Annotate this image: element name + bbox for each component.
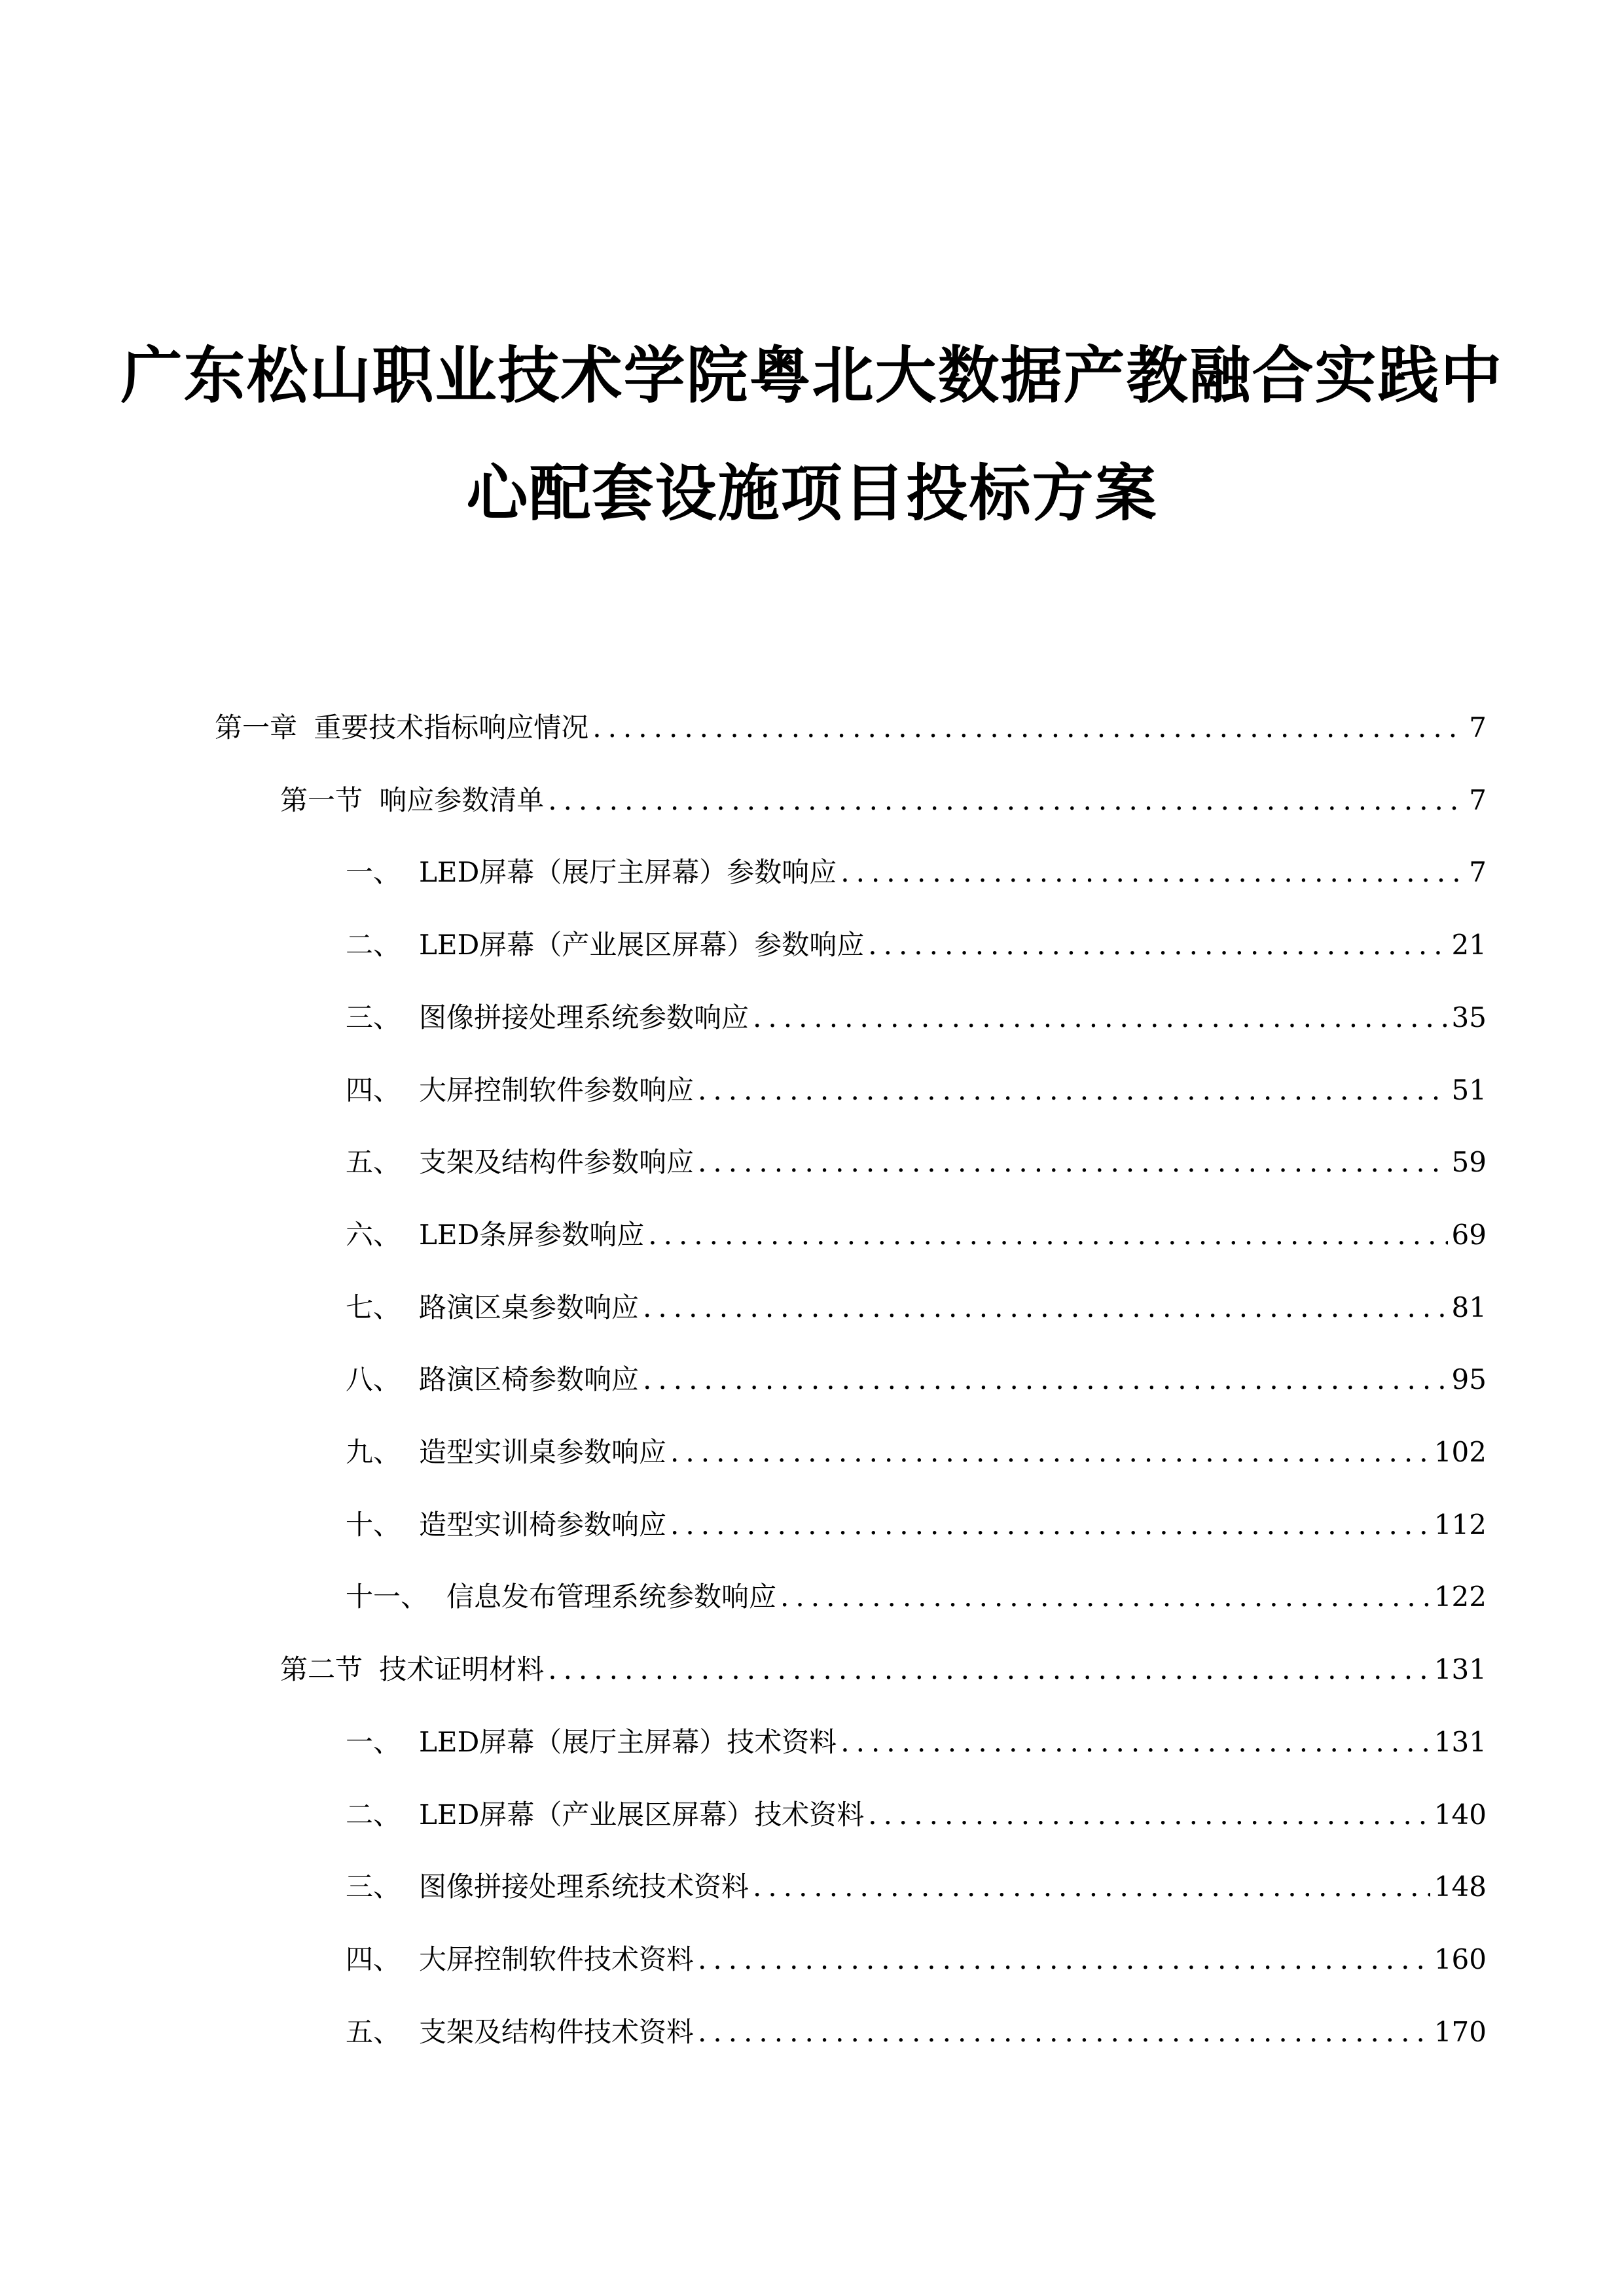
toc-entry-title: LED屏幕（展厅主屏幕）技术资料	[419, 1725, 837, 1758]
toc-entry-title: 技术证明材料	[379, 1653, 545, 1686]
document-title-line-2: 心配套设施项目投标方案	[466, 458, 1158, 529]
toc-entry-page: 7	[1469, 711, 1487, 744]
toc-dot-leader	[643, 1359, 1448, 1401]
toc-entry[interactable]	[346, 1866, 1487, 1908]
toc-entry[interactable]	[346, 1939, 1487, 1981]
toc-dot-leader	[670, 1504, 1430, 1546]
toc-entry-page: 148	[1434, 1871, 1487, 1903]
toc-entry-number: 第一节	[280, 783, 363, 816]
toc-entry[interactable]	[346, 924, 1487, 966]
toc-entry-number: 二、	[346, 929, 401, 961]
toc-entry-page: 51	[1451, 1073, 1487, 1106]
toc-entry[interactable]	[346, 1576, 1487, 1618]
toc-entry[interactable]	[215, 707, 1487, 749]
toc-dot-leader	[753, 1866, 1430, 1908]
toc-dot-leader	[868, 924, 1447, 966]
toc-entry[interactable]	[346, 1141, 1487, 1183]
toc-dot-leader	[698, 1939, 1430, 1981]
toc-entry[interactable]	[346, 1721, 1487, 1763]
toc-entry[interactable]	[346, 1504, 1487, 1546]
toc-entry-title: LED屏幕（产业展区屏幕）参数响应	[419, 929, 865, 961]
toc-dot-leader	[780, 1576, 1430, 1618]
toc-entry-title: LED条屏参数响应	[419, 1218, 645, 1251]
toc-entry-number: 一、	[346, 856, 401, 889]
toc-entry-title: 重要技术指标响应情况	[314, 711, 589, 744]
toc-dot-leader	[670, 1431, 1430, 1473]
toc-entry-title: 大屏控制软件参数响应	[419, 1073, 695, 1106]
toc-entry-number: 四、	[346, 1073, 401, 1106]
toc-entry-number: 第一章	[215, 711, 298, 744]
toc-entry-page: 21	[1451, 929, 1487, 961]
toc-dot-leader	[548, 1649, 1430, 1691]
toc-entry-title: 图像拼接处理系统参数响应	[419, 1001, 749, 1033]
toc-entry-page: 131	[1434, 1653, 1487, 1686]
toc-entry-number: 四、	[346, 1943, 401, 1975]
toc-entry-number: 十一、	[346, 1581, 429, 1613]
toc-entry[interactable]	[346, 997, 1487, 1039]
toc-entry-page: 7	[1469, 783, 1487, 816]
toc-entry-page: 81	[1451, 1291, 1487, 1323]
toc-entry-title: 路演区桌参数响应	[419, 1291, 640, 1323]
toc-entry-page: 69	[1451, 1218, 1487, 1251]
toc-entry-title: 大屏控制软件技术资料	[419, 1943, 695, 1975]
toc-entry-title: 支架及结构件参数响应	[419, 1146, 695, 1179]
toc-entry[interactable]	[346, 1287, 1487, 1329]
toc-entry-number: 一、	[346, 1725, 401, 1758]
toc-entry[interactable]	[346, 1431, 1487, 1473]
toc-entry-page: 131	[1434, 1725, 1487, 1758]
toc-entry-title: 路演区椅参数响应	[419, 1363, 640, 1396]
toc-entry-page: 112	[1434, 1508, 1487, 1541]
toc-entry-page: 59	[1451, 1146, 1487, 1179]
toc-entry-page: 122	[1434, 1581, 1487, 1613]
toc-entry-title: 响应参数清单	[379, 783, 545, 816]
toc-dot-leader	[840, 1721, 1430, 1763]
toc-dot-leader	[698, 2011, 1430, 2053]
toc-entry-page: 102	[1434, 1436, 1487, 1468]
toc-entry[interactable]	[346, 1214, 1487, 1256]
toc-dot-leader	[868, 1794, 1430, 1836]
toc-entry-page: 7	[1469, 856, 1487, 889]
toc-entry-title: 造型实训桌参数响应	[419, 1436, 667, 1468]
toc-entry[interactable]	[346, 1794, 1487, 1836]
toc-entry[interactable]	[346, 852, 1487, 893]
toc-dot-leader	[648, 1214, 1447, 1256]
toc-entry-number: 第二节	[280, 1653, 363, 1686]
toc-entry-number: 二、	[346, 1798, 401, 1831]
toc-entry-number: 三、	[346, 1871, 401, 1903]
toc-dot-leader	[643, 1287, 1448, 1329]
toc-entry-number: 七、	[346, 1291, 401, 1323]
toc-entry-title: 图像拼接处理系统技术资料	[419, 1871, 749, 1903]
toc-entry-number: 九、	[346, 1436, 401, 1468]
toc-entry[interactable]	[346, 1359, 1487, 1401]
toc-dot-leader	[840, 852, 1465, 893]
toc-entry-page: 140	[1434, 1798, 1487, 1831]
toc-entry-page: 160	[1434, 1943, 1487, 1975]
toc-entry-page: 170	[1434, 2015, 1487, 2048]
toc-dot-leader	[753, 997, 1448, 1039]
toc-entry-title: LED屏幕（展厅主屏幕）参数响应	[419, 856, 837, 889]
toc-entry-number: 八、	[346, 1363, 401, 1396]
toc-dot-leader	[548, 780, 1465, 821]
toc-entry-number: 十、	[346, 1508, 401, 1541]
toc-entry[interactable]	[346, 1069, 1487, 1111]
toc-entry-title: 造型实训椅参数响应	[419, 1508, 667, 1541]
document-title-line-1: 广东松山职业技术学院粤北大数据产教融合实践中	[120, 340, 1504, 412]
toc-entry-number: 三、	[346, 1001, 401, 1033]
toc-entry-title: 信息发布管理系统参数响应	[446, 1581, 777, 1613]
toc-entry-number: 五、	[346, 2015, 401, 2048]
toc-entry-title: LED屏幕（产业展区屏幕）技术资料	[419, 1798, 865, 1831]
toc-entry-number: 六、	[346, 1218, 401, 1251]
toc-dot-leader	[698, 1069, 1448, 1111]
toc-entry-page: 35	[1451, 1001, 1487, 1033]
toc-dot-leader	[698, 1141, 1448, 1183]
toc-entry[interactable]	[280, 780, 1487, 821]
toc-entry-page: 95	[1451, 1363, 1487, 1396]
toc-dot-leader	[592, 707, 1465, 749]
toc-entry-title: 支架及结构件技术资料	[419, 2015, 695, 2048]
toc-entry[interactable]	[346, 2011, 1487, 2053]
toc-entry[interactable]	[280, 1649, 1487, 1691]
toc-entry-number: 五、	[346, 1146, 401, 1179]
